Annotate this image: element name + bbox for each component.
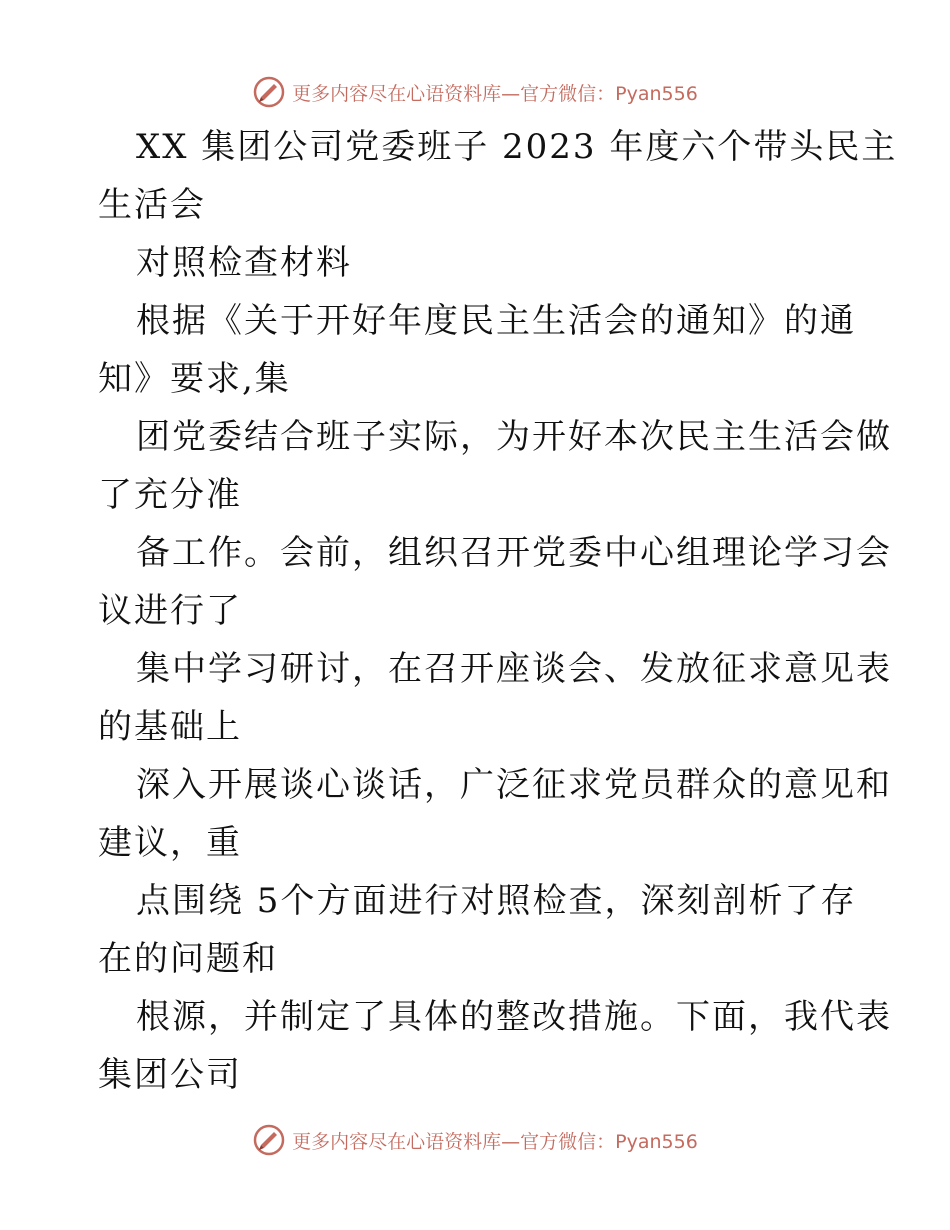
document-body: [98, 118, 898, 1104]
text-line: 生活会: [98, 185, 206, 225]
text-line: 对照检查材料: [136, 243, 352, 283]
text-line: 团党委结合班子实际，为开好本次民主生活会做: [136, 417, 892, 457]
text-line: 在的问题和: [98, 939, 278, 979]
header-watermark-text: 更多内容尽在心语资料库—官方微信：Pyan556: [292, 82, 698, 105]
text-line: 深入开展谈心谈话，广泛征求党员群众的意见和: [136, 765, 892, 805]
text-line: 点围绕 5个方面进行对照检查，深刻剖析了存: [136, 881, 857, 921]
footer-watermark-text: 更多内容尽在心语资料库—官方微信：Pyan556: [292, 1130, 698, 1153]
text-line: 议进行了: [98, 591, 242, 631]
text-line: XX 集团公司党委班子 2023 年度六个带头民主: [136, 127, 898, 167]
pen-seal-icon: [252, 1123, 286, 1157]
text-line: 了充分准: [98, 475, 242, 515]
text-line: 集团公司: [98, 1055, 242, 1095]
footer-watermark: [0, 1120, 950, 1160]
text-line: 根据《关于开好年度民主生活会的通知》的通: [136, 301, 856, 341]
text-line: 集中学习研讨，在召开座谈会、发放征求意见表: [136, 649, 892, 689]
text-line: 备工作。会前，组织召开党委中心组理论学习会: [136, 533, 892, 573]
text-line: 的基础上: [98, 707, 242, 747]
text-line: 建议，重: [98, 823, 242, 863]
text-line: 根源，并制定了具体的整改措施。下面，我代表: [136, 997, 892, 1037]
header-watermark: [0, 72, 950, 112]
text-line: 知》要求,集: [98, 359, 291, 399]
pen-seal-icon: [252, 75, 286, 109]
